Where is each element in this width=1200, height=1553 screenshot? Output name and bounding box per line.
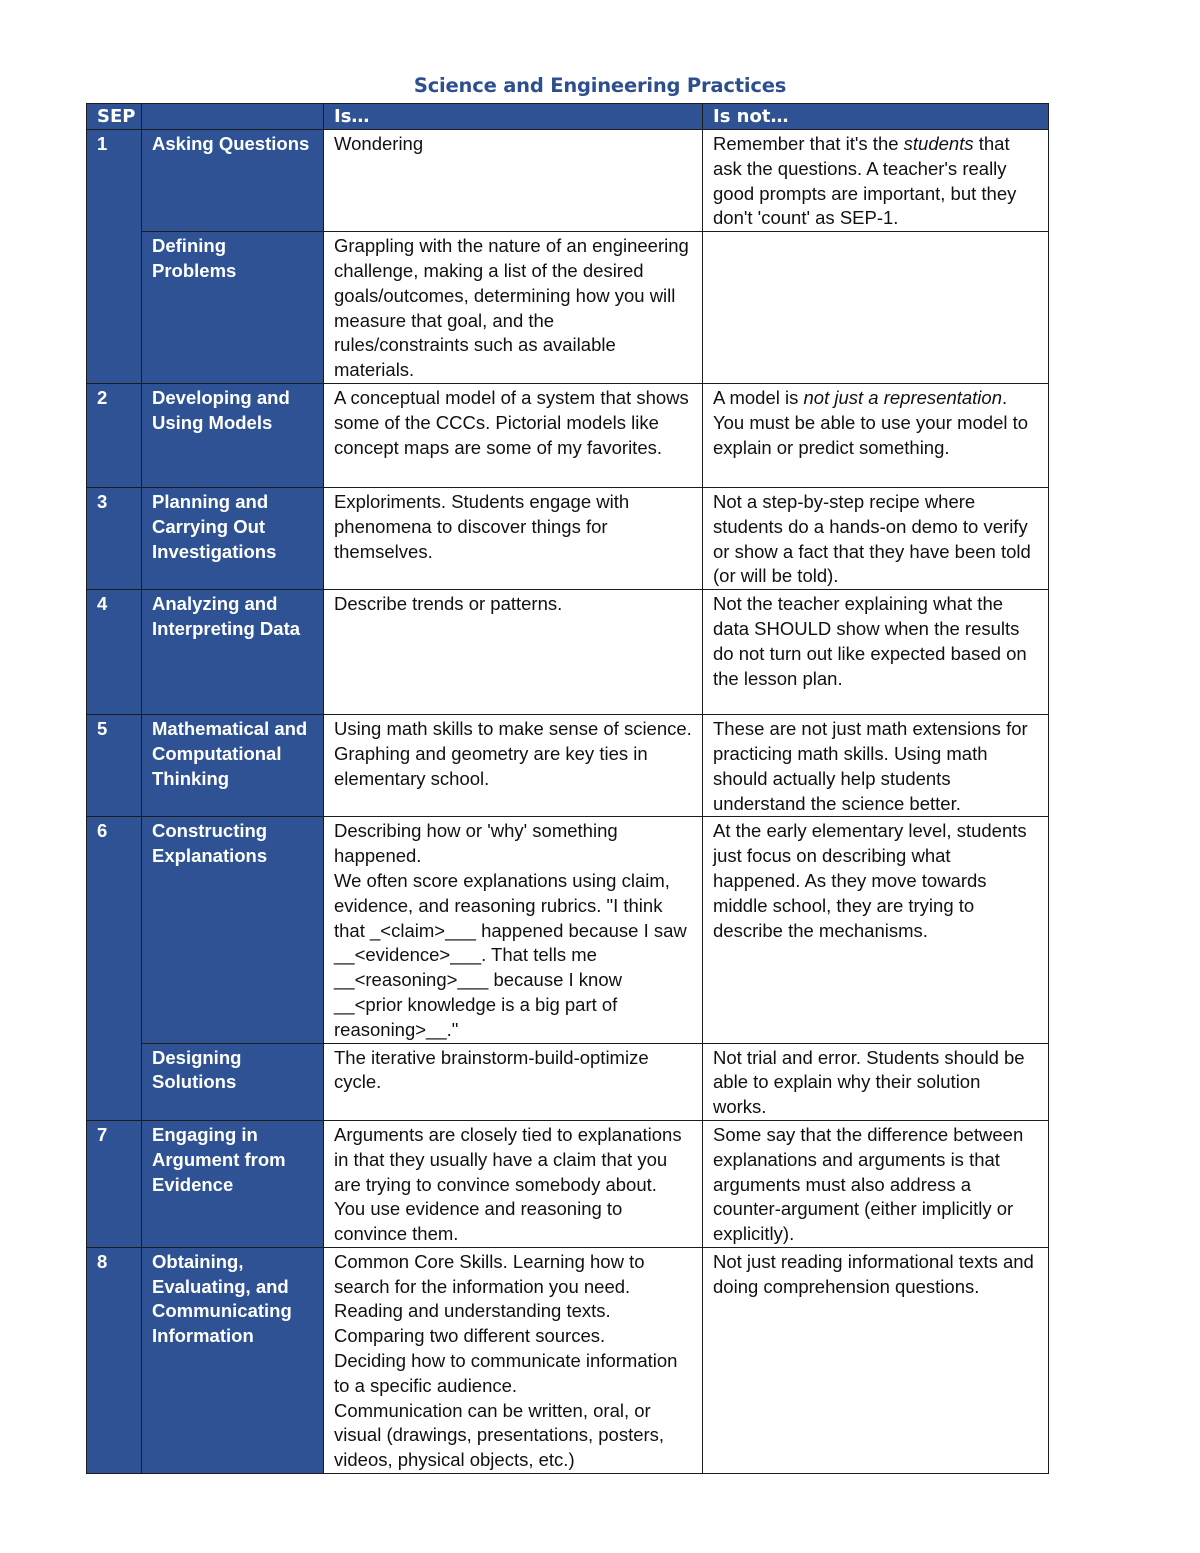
sep-number: 2 — [87, 383, 142, 487]
practice-name: Engaging in Argument from Evidence — [142, 1120, 324, 1247]
table-row — [87, 1043, 1049, 1120]
is-not-cell: Not the teacher explaining what the data SHOULD show when the results do not turn out like expected based on the lesson plan. — [703, 590, 1049, 715]
is-cell: Using math skills to make sense of science. Graphing and geometry are key ties in elementary school. — [324, 715, 703, 817]
practice-name: Constructing Explanations — [142, 817, 324, 1043]
header-is-not: Is not… — [703, 104, 1049, 130]
table-row — [87, 1120, 1049, 1247]
is-cell: Describing how or 'why' something happened. We often score explanations using claim, evidence, and reasoning rubrics. "I think that _<claim>___ happened because I saw __<evidence>___. That tells me __<reasoning>___ because I know __<prior knowledge is a big part of reasoning>__." — [324, 817, 703, 1043]
is-cell: Wondering — [324, 130, 703, 232]
table-row — [87, 487, 1049, 589]
is-not-cell: Some say that the difference between explanations and arguments is that arguments must also address a counter-argument (either implicitly or explicitly). — [703, 1120, 1049, 1247]
is-not-cell: Not trial and error. Students should be able to explain why their solution works. — [703, 1043, 1049, 1120]
sep-number: 4 — [87, 590, 142, 715]
table-row — [87, 232, 1049, 384]
table-row — [87, 1247, 1049, 1473]
practice-name: Obtaining, Evaluating, and Communicating Information — [142, 1247, 324, 1473]
practice-name: Mathematical and Computational Thinking — [142, 715, 324, 817]
sep-number: 6 — [87, 817, 142, 1043]
sep-number: 1 — [87, 130, 142, 232]
sep-number — [87, 1043, 142, 1120]
is-cell: The iterative brainstorm-build-optimize cycle. — [324, 1043, 703, 1120]
is-cell: Describe trends or patterns. — [324, 590, 703, 715]
practice-name: Designing Solutions — [142, 1043, 324, 1120]
header-is: Is… — [324, 104, 703, 130]
is-not-cell: At the early elementary level, students just focus on describing what happened. As they move towards middle school, they are trying to describe the mechanisms. — [703, 817, 1049, 1043]
practice-name: Developing and Using Models — [142, 383, 324, 487]
is-cell: Arguments are closely tied to explanations in that they usually have a claim that you are trying to convince somebody about. You use evidence and reasoning to convince them. — [324, 1120, 703, 1247]
document-title: Science and Engineering Practices — [413, 74, 787, 97]
table-row — [87, 715, 1049, 817]
is-cell: Grappling with the nature of an engineering challenge, making a list of the desired goals/outcomes, determining how you will measure that goal, and the rules/constraints such as available materials. — [324, 232, 703, 384]
is-not-cell — [703, 232, 1049, 384]
sep-number: 5 — [87, 715, 142, 817]
sep-table — [86, 103, 1049, 1474]
table-row — [87, 130, 1049, 232]
is-cell: Exploriments. Students engage with phenomena to discover things for themselves. — [324, 487, 703, 589]
sep-number: 3 — [87, 487, 142, 589]
is-not-cell: Not a step-by-step recipe where students do a hands-on demo to verify or show a fact that they have been told (or will be told). — [703, 487, 1049, 589]
is-cell: Common Core Skills. Learning how to search for the information you need. Reading and understanding texts. Comparing two different sources. Deciding how to communicate information to a specific audience. Communication can be written, oral, or visual (drawings, presentations, posters, videos, physical objects, etc.) — [324, 1247, 703, 1473]
practice-name: Defining Problems — [142, 232, 324, 384]
is-not-cell: Remember that it's the students that ask the questions. A teacher's really good prompts are important, but they don't 'count' as SEP-1. — [703, 130, 1049, 232]
header-name — [142, 104, 324, 130]
is-not-cell: Not just reading informational texts and doing comprehension questions. — [703, 1247, 1049, 1473]
table-row — [87, 383, 1049, 487]
is-not-cell: A model is not just a representation. You must be able to use your model to explain or predict something. — [703, 383, 1049, 487]
header-sep: SEP — [87, 104, 142, 130]
is-not-cell: These are not just math extensions for practicing math skills. Using math should actually help students understand the science better. — [703, 715, 1049, 817]
practice-name: Asking Questions — [142, 130, 324, 232]
table-header-row — [87, 104, 1049, 130]
table-row — [87, 817, 1049, 1043]
sep-number: 7 — [87, 1120, 142, 1247]
table-row — [87, 590, 1049, 715]
sep-number: 8 — [87, 1247, 142, 1473]
sep-number — [87, 232, 142, 384]
practice-name: Analyzing and Interpreting Data — [142, 590, 324, 715]
practice-name: Planning and Carrying Out Investigations — [142, 487, 324, 589]
is-cell: A conceptual model of a system that shows some of the CCCs. Pictorial models like concept maps are some of my favorites. — [324, 383, 703, 487]
